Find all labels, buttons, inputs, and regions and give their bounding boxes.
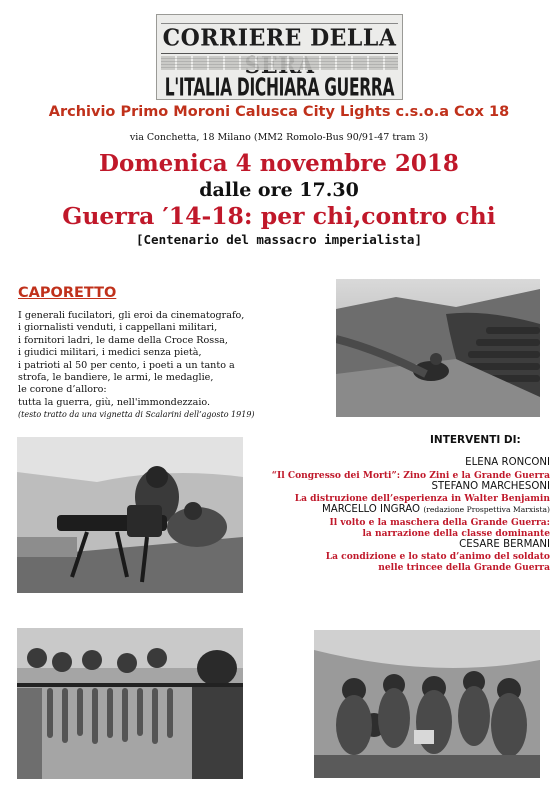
resting-soldiers-photo xyxy=(314,630,540,778)
speaker-talk: La distruzione dell’esperienza in Walter Benjamin xyxy=(294,493,550,505)
speaker-name: STEFANO MARCHESONI xyxy=(431,480,550,492)
newspaper-rule xyxy=(161,53,398,54)
organizers: Archivio Primo Moroni Calusca City Lights c.s.o.a Cox 18 xyxy=(48,104,510,120)
venue-address: via Conchetta, 18 Milano (MM2 Romolo-Bus 90/91-47 tram 3) xyxy=(129,132,429,143)
speaker-name: MARCELLO INGRAO (redazione Prospettiva Marxista) xyxy=(321,504,550,516)
poem-line: i fornitori ladri, le dame della Croce Rossa, xyxy=(18,334,228,346)
speaker-name: ELENA RONCONI xyxy=(465,457,550,468)
speaker-talk: La condizione e lo stato d’animo del soldato xyxy=(325,551,550,563)
speaker-affiliation: (redazione Prospettiva Marxista) xyxy=(423,505,550,515)
poem-line: le corone d’alloro: xyxy=(18,384,107,396)
newspaper-columns xyxy=(161,56,398,70)
poem-line: strofa, le bandiere, le armi, le medaglie, xyxy=(18,372,214,384)
soldiers-rats-photo xyxy=(17,628,243,779)
speaker-talk: la narrazione della classe dominante xyxy=(362,527,550,539)
speakers-list xyxy=(256,457,550,573)
newspaper-clipping xyxy=(156,14,403,100)
newspaper-headline: L'ITALIA DICHIARA GUERRA xyxy=(164,73,395,100)
poem-credit: (testo tratto da una vignetta di Scalarini dell’agosto 1919) xyxy=(18,410,255,420)
poem-text xyxy=(18,310,318,422)
speaker-talk: nelle trincee della Grande Guerra xyxy=(378,562,550,574)
speaker-talk: “Il Congresso dei Morti”: Zino Zini e la Grande Guerra xyxy=(271,469,550,481)
poem-line: I generali fucilatori, gli eroi da cinematografo, xyxy=(18,310,245,321)
poem-line: tutta la guerra, giù, nell'immondezzaio. xyxy=(18,396,211,408)
newspaper-dateline xyxy=(161,18,398,24)
speakers-heading: INTERVENTI DI: xyxy=(430,434,521,446)
speaker-name: CESARE BERMANI xyxy=(459,538,550,550)
event-date: Domenica 4 novembre 2018 xyxy=(99,150,459,177)
speaker-talk: Il volto e la maschera della Grande Guerra: xyxy=(329,516,550,528)
poem-heading: CAPORETTO xyxy=(18,285,117,301)
machine-gun-photo xyxy=(17,437,243,593)
poem-line: i giudici militari, i medici senza pietà, xyxy=(18,347,202,359)
poem-line: i patrioti al 50 per cento, i poeti a un tanto a xyxy=(18,359,235,371)
event-title: Guerra ′14-18: per chi,contro chi xyxy=(62,202,496,230)
newspaper-masthead: CORRIERE DELLA xyxy=(162,24,397,52)
trench-photo xyxy=(336,279,540,417)
event-time: dalle ore 17.30 xyxy=(199,179,359,201)
event-subtitle: [Centenario del massacro imperialista] xyxy=(136,232,422,247)
poem-line: i giornalisti venduti, i cappellani militari, xyxy=(18,322,218,334)
